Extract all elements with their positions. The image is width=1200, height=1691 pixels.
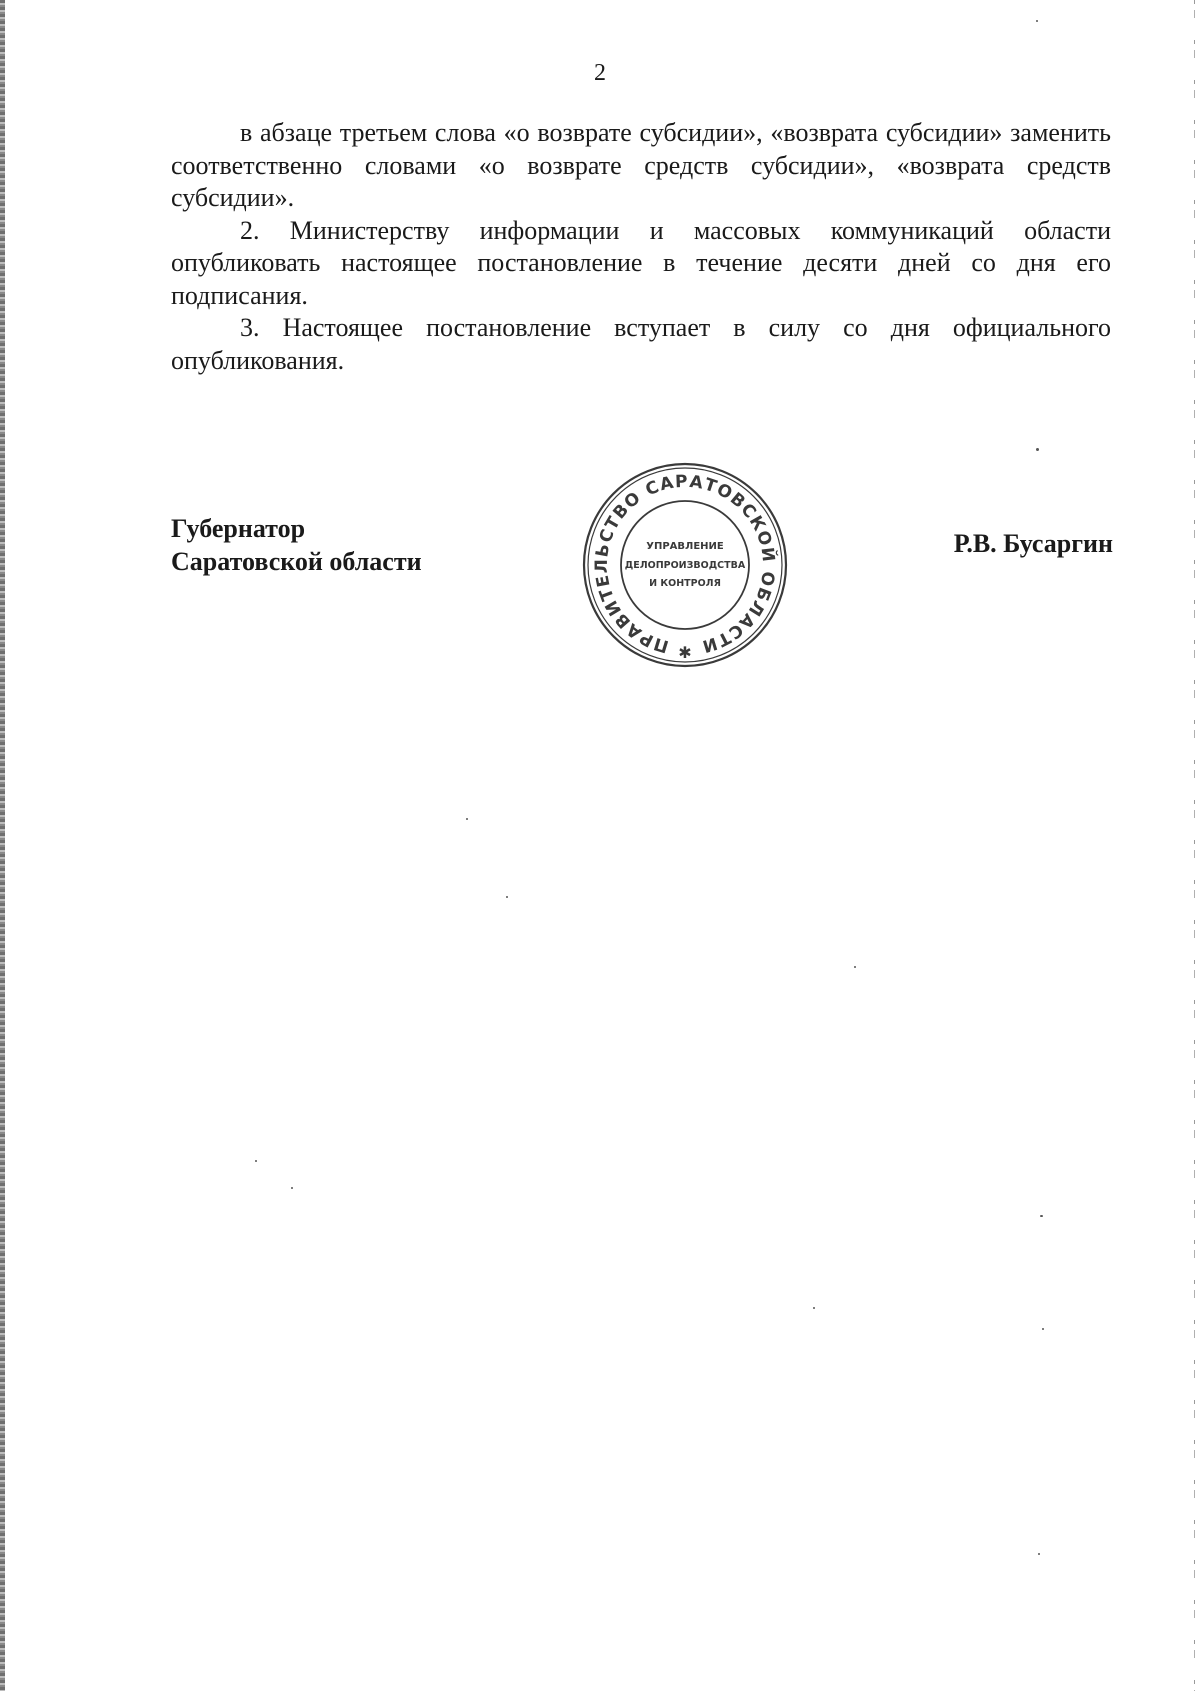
scan-speck <box>813 1307 815 1309</box>
scan-edge-left <box>0 0 5 1691</box>
page-number: 2 <box>594 60 606 86</box>
scan-edge-right <box>1194 0 1195 1691</box>
stamp-ring-text: ПРАВИТЕЛЬСТВО САРАТОВСКОЙ ОБЛАСТИ <box>591 471 779 657</box>
scan-speck <box>854 966 856 968</box>
stamp-center-line3: И КОНТРОЛЯ <box>649 578 721 589</box>
official-stamp <box>580 460 790 670</box>
scan-speck <box>1042 1328 1044 1330</box>
signatory-title-line1: Губернатор <box>171 514 306 543</box>
scan-speck <box>466 818 468 820</box>
scan-speck <box>1036 20 1038 22</box>
body-text <box>171 117 1111 377</box>
scan-speck <box>291 1187 293 1189</box>
signatory-title <box>171 512 422 578</box>
paragraph: 3. Настоящее постановление вступает в силу со дня официального опубликования. <box>171 313 1111 375</box>
scan-speck <box>1036 448 1039 451</box>
signatory-title-line2: Саратовской области <box>171 547 422 576</box>
scan-speck <box>1040 1215 1043 1217</box>
stamp-star-icon: ✱ <box>678 643 692 662</box>
stamp-center-line2: ДЕЛОПРОИЗВОДСТВА <box>624 560 746 571</box>
stamp-center-line1: УПРАВЛЕНИЕ <box>646 541 724 552</box>
scan-speck <box>1038 1553 1040 1555</box>
signatory-name: Р.В. Бусаргин <box>953 529 1113 558</box>
scan-speck <box>506 896 508 898</box>
paragraph: 2. Министерству информации и массовых коммуникаций области опубликовать настоящее постановление в течение десяти дней со дня его подписания. <box>171 215 1111 310</box>
scan-speck <box>255 1160 257 1162</box>
paragraph: в абзаце третьем слова «о возврате субсидии», «возврата субсидии» заменить соответственно словами «о возврате средств субсидии», «возврата средств субсидии». <box>171 118 1111 212</box>
